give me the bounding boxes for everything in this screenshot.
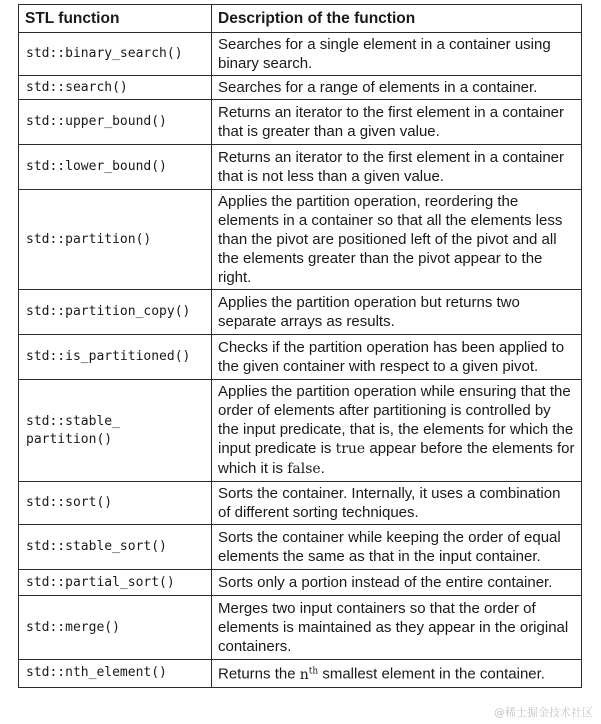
function-name: std::is_partitioned() (19, 335, 212, 380)
function-name: std::search() (19, 76, 212, 100)
table-row (19, 190, 582, 290)
stl-function-table (18, 4, 582, 688)
inline-n (300, 667, 318, 683)
function-name: std::lower_bound() (19, 145, 212, 190)
inline-code-true: true (335, 441, 366, 457)
table-row (19, 76, 582, 100)
table-row (19, 482, 582, 525)
function-name: std::merge() (19, 596, 212, 660)
inline-n-text: n (299, 666, 309, 683)
function-name (19, 380, 212, 482)
function-description (212, 380, 582, 482)
function-description: Returns an iterator to the first element in a container that is greater than a given value. (212, 100, 582, 145)
description-part: Applies the partition operation while ensuring that the order of elements after partitioning is controlled by the input predicate, that is, the elements for which the input predicate is (218, 383, 574, 457)
function-description: Sorts only a portion instead of the entire container. (212, 570, 582, 596)
table-row (19, 100, 582, 145)
function-description: Applies the partition operation, reordering the elements in a container so that all the elements less than the pivot are positioned left of the pivot and all the elements greater than the pivot appear to the right. (212, 190, 582, 290)
table-row (19, 380, 582, 482)
function-description: Sorts the container. Internally, it uses a combination of different sorting techniques. (212, 482, 582, 525)
watermark: @稀土掘金技术社区 (494, 706, 593, 719)
function-name: std::upper_bound() (19, 100, 212, 145)
table-row (19, 525, 582, 570)
inline-code-false: false (287, 461, 321, 477)
function-description: Applies the partition operation but returns two separate arrays as results. (212, 290, 582, 335)
function-name: std::sort() (19, 482, 212, 525)
superscript-th: th (308, 666, 319, 676)
table-row (19, 290, 582, 335)
function-name: std::stable_sort() (19, 525, 212, 570)
function-name: std::nth_element() (19, 660, 212, 688)
table-row (19, 145, 582, 190)
function-name: std::partition() (19, 190, 212, 290)
description-part: smallest element in the container. (318, 665, 545, 683)
function-description: Searches for a range of elements in a container. (212, 76, 582, 100)
table-header-row (19, 5, 582, 33)
function-name: std::partial_sort() (19, 570, 212, 596)
function-name-line-2: partition() (26, 431, 113, 447)
function-description: Sorts the container while keeping the order of equal elements the same as that in the input container. (212, 525, 582, 570)
header-description: Description of the function (212, 5, 582, 33)
function-name: std::binary_search() (19, 33, 212, 76)
description-part: Returns the (218, 665, 300, 683)
description-part: appear before the elements for which it is (218, 440, 575, 477)
table-row (19, 335, 582, 380)
table-row (19, 596, 582, 660)
function-description (212, 660, 582, 688)
table-row (19, 570, 582, 596)
function-description: Merges two input containers so that the order of elements is maintained as they appear in the original containers. (212, 596, 582, 660)
stl-function-table-container (18, 4, 581, 688)
header-stl-function: STL function (19, 5, 212, 33)
function-name: std::partition_copy() (19, 290, 212, 335)
table-row (19, 660, 582, 688)
table-row (19, 33, 582, 76)
function-description: Checks if the partition operation has been applied to the given container with respect to a given pivot. (212, 335, 582, 380)
description-part: . (320, 460, 325, 477)
function-name-line-1: std::stable_ (26, 413, 120, 429)
function-description: Returns an iterator to the first element in a container that is not less than a given value. (212, 145, 582, 190)
function-description: Searches for a single element in a container using binary search. (212, 33, 582, 76)
